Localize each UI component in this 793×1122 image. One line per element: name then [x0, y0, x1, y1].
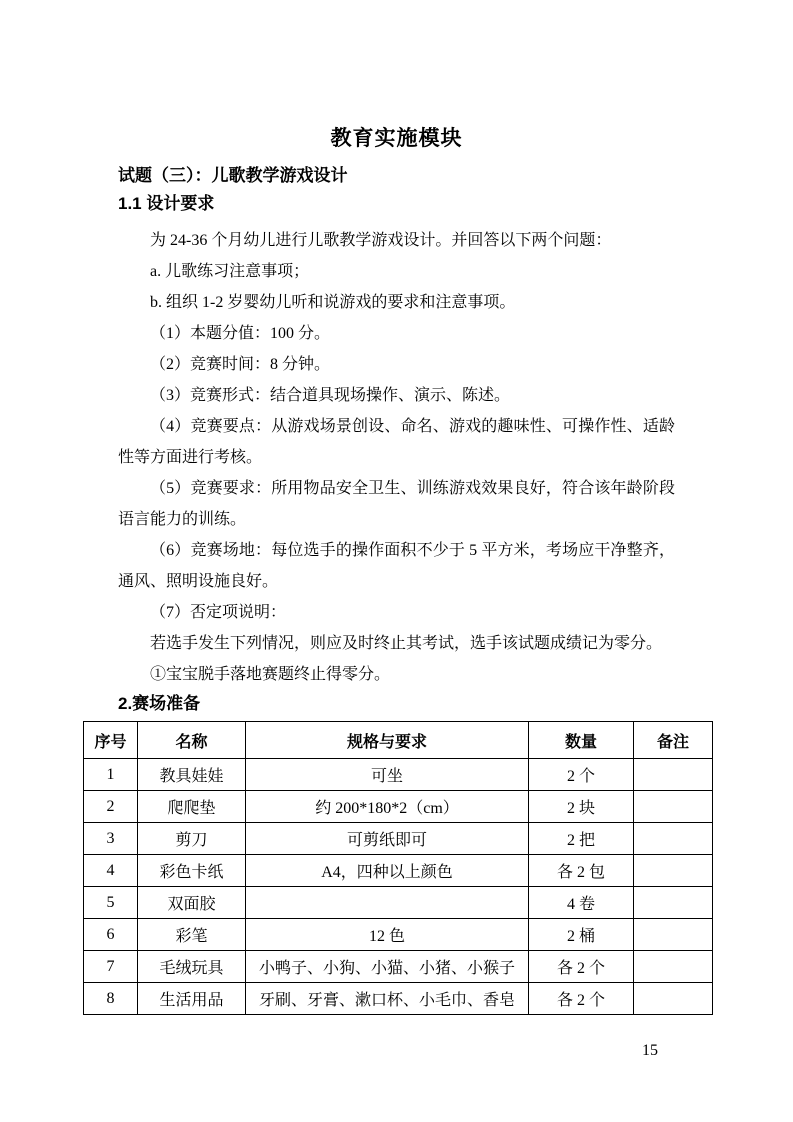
section-heading-design-requirements: 1.1 设计要求	[118, 194, 215, 213]
table-row	[84, 983, 713, 1015]
exam-subtitle: 试题（三）：儿歌教学游戏设计	[118, 166, 348, 185]
paragraph-item-6: （6）竞赛场地：每位选手的操作面积不少于 5 平方米，考场应干净整齐，通风、照明设施良好。	[118, 542, 675, 590]
paragraph-item-4: （4）竞赛要点：从游戏场景创设、命名、游戏的趣味性、可操作性、适龄性等方面进行考核。	[118, 418, 675, 466]
cell-qty: 4 卷	[529, 887, 634, 919]
header-qty: 数量	[529, 722, 634, 759]
table-row	[84, 951, 713, 983]
cell-seq: 3	[84, 823, 138, 855]
cell-name: 爬爬垫	[138, 791, 246, 823]
cell-name: 毛绒玩具	[138, 951, 246, 983]
paragraph-question-a: a. 儿歌练习注意事项；	[150, 263, 310, 280]
header-spec: 规格与要求	[246, 722, 529, 759]
table-row	[84, 919, 713, 951]
cell-note	[634, 983, 713, 1015]
cell-spec: 可剪纸即可	[246, 823, 529, 855]
cell-spec: 小鸭子、小狗、小猫、小猪、小猴子	[246, 951, 529, 983]
paragraph-intro: 为 24-36 个月幼儿进行儿歌教学游戏设计。并回答以下两个问题：	[150, 232, 612, 249]
paragraph-item-5: （5）竞赛要求：所用物品安全卫生、训练游戏效果良好，符合该年龄阶段语言能力的训练。	[118, 480, 675, 528]
table-row	[84, 791, 713, 823]
cell-note	[634, 823, 713, 855]
table-row	[84, 823, 713, 855]
cell-spec: 可坐	[246, 759, 529, 791]
cell-spec: 约 200*180*2（cm）	[246, 791, 529, 823]
cell-name: 彩色卡纸	[138, 855, 246, 887]
cell-name: 双面胶	[138, 887, 246, 919]
cell-seq: 4	[84, 855, 138, 887]
cell-qty: 2 桶	[529, 919, 634, 951]
cell-seq: 1	[84, 759, 138, 791]
table-row	[84, 759, 713, 791]
cell-qty: 2 个	[529, 759, 634, 791]
preparation-table	[83, 721, 713, 1015]
cell-qty: 各 2 个	[529, 951, 634, 983]
paragraph-item-1: （1）本题分值：100 分。	[150, 325, 331, 342]
cell-note	[634, 759, 713, 791]
paragraph-item-3: （3）竞赛形式：结合道具现场操作、演示、陈述。	[150, 387, 511, 404]
cell-name: 教具娃娃	[138, 759, 246, 791]
header-note: 备注	[634, 722, 713, 759]
cell-seq: 7	[84, 951, 138, 983]
table-row	[84, 887, 713, 919]
cell-qty: 2 块	[529, 791, 634, 823]
cell-seq: 2	[84, 791, 138, 823]
cell-qty: 各 2 包	[529, 855, 634, 887]
cell-name: 剪刀	[138, 823, 246, 855]
cell-note	[634, 919, 713, 951]
page-title: 教育实施模块	[330, 127, 463, 150]
section-heading-venue-preparation: 2.赛场准备	[118, 694, 201, 713]
cell-seq: 8	[84, 983, 138, 1015]
cell-name: 生活用品	[138, 983, 246, 1015]
cell-note	[634, 791, 713, 823]
table-row	[84, 855, 713, 887]
cell-seq: 6	[84, 919, 138, 951]
body-text-block	[118, 225, 675, 690]
cell-spec: A4，四种以上颜色	[246, 855, 529, 887]
paragraph-item-2: （2）竞赛时间：8 分钟。	[150, 356, 331, 373]
cell-qty: 各 2 个	[529, 983, 634, 1015]
cell-name: 彩笔	[138, 919, 246, 951]
cell-note	[634, 855, 713, 887]
header-seq: 序号	[84, 722, 138, 759]
cell-note	[634, 887, 713, 919]
paragraph-question-b: b. 组织 1-2 岁婴幼儿听和说游戏的要求和注意事项。	[150, 294, 516, 311]
paragraph-item-7: （7）否定项说明：	[150, 604, 287, 621]
page-number: 15	[642, 1042, 658, 1059]
paragraph-zero-score-case-1: ①宝宝脱手落地赛题终止得零分。	[150, 666, 391, 683]
header-name: 名称	[138, 722, 246, 759]
table-header-row	[84, 722, 713, 759]
cell-spec: 牙刷、牙膏、漱口杯、小毛巾、香皂	[246, 983, 529, 1015]
cell-note	[634, 951, 713, 983]
cell-seq: 5	[84, 887, 138, 919]
cell-spec: 12 色	[246, 919, 529, 951]
cell-qty: 2 把	[529, 823, 634, 855]
cell-spec	[246, 887, 529, 919]
paragraph-zero-score-rule: 若选手发生下列情况，则应及时终止其考试，选手该试题成绩记为零分。	[150, 635, 663, 652]
